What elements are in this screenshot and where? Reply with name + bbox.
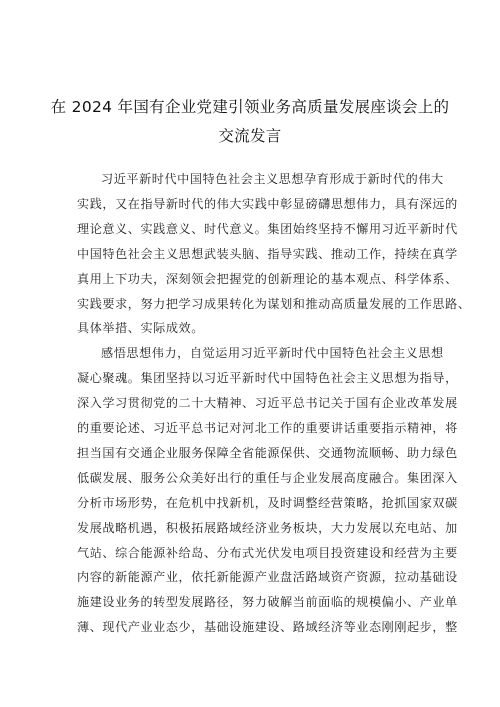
body-text-line: 真用上下功夫，深刻领会把握党的创新理论的基本观点、科学体系、 — [77, 271, 458, 286]
body-text-line: 习近平新时代中国特色社会主义思想孕育形成于新时代的伟大 — [101, 172, 444, 186]
body-text-line: 的重要论述、习近平总书记对河北工作的重要讲话重要指示精神，将 — [77, 421, 458, 435]
body-text-line: 内容的新能源产业，依托新能源产业盘活路域资产资源，拉动基础设 — [77, 570, 458, 585]
body-text-line: 气站、综合能源补给岛、分布式光伏发电项目投资建设和经营为主要 — [77, 545, 458, 560]
body-text-line: 实践，又在指导新时代的伟大实践中彰显磅礴思想伟力，具有深远的 — [77, 196, 458, 211]
document-title-line-2: 交流发言 — [218, 127, 282, 145]
body-text-line: 分析市场形势，在危机中找新机，及时调整经营策略，抢抓国家双碳 — [77, 495, 458, 510]
body-text-line: 施建设业务的转型发展路径，努力破解当前面临的规模偏小、产业单 — [77, 595, 458, 610]
body-text-line: 理论意义、实践意义、时代意义。集团始终坚持不懈用习近平新时代 — [77, 221, 458, 236]
body-text-line: 实践要求，努力把学习成果转化为谋划和推动高质量发展的工作思路、 — [77, 296, 471, 311]
body-text-line: 中国特色社会主义思想武装头脑、指导实践、推动工作，持续在真学 — [77, 246, 458, 261]
body-text-line: 薄、现代产业业态少，基础设施建设、路域经济等业态刚刚起步，整 — [77, 620, 458, 635]
body-text-line: 担当国有交通企业服务保障全省能源保供、交通物流顺畅、助力绿色 — [77, 445, 458, 460]
body-text-line: 低碳发展、服务公众美好出行的重任与企业发展高度融合。集团深入 — [77, 470, 458, 485]
body-text-line: 深入学习贯彻党的二十大精神、习近平总书记关于国有企业改革发展 — [77, 396, 458, 411]
body-text-line: 发展战略机遇，积极拓展路域经济业务板块，大力发展以充电站、加 — [77, 520, 458, 535]
body-text-line: 凝心聚魂。集团坚持以习近平新时代中国特色社会主义思想为指导， — [77, 371, 458, 386]
body-text-line: 感悟思想伟力，自觉运用习近平新时代中国特色社会主义思想 — [101, 346, 444, 361]
document-title-line-1: 在 2024 年国有企业党建引领业务高质量发展座谈会上的 — [50, 98, 450, 116]
body-text-line: 具体举措、实际成效。 — [77, 321, 204, 336]
